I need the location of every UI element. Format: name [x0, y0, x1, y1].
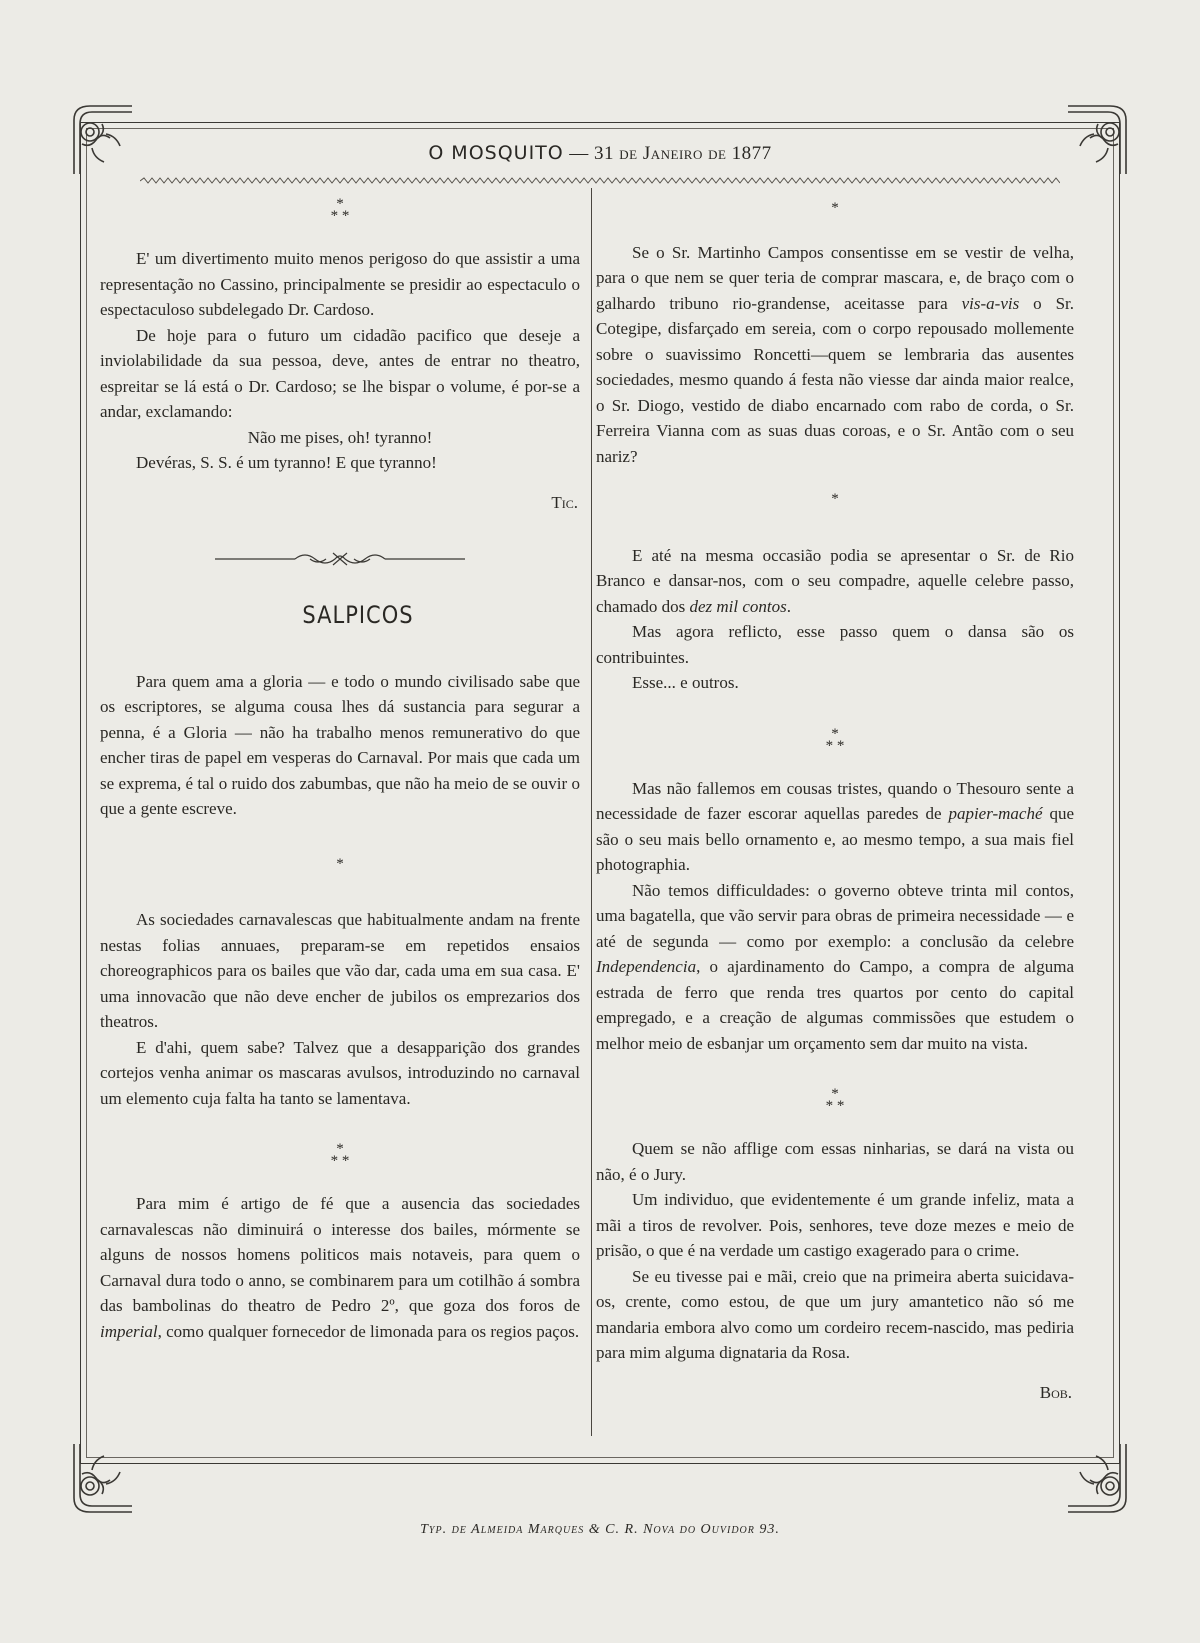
corner-ornament-icon [1068, 1444, 1138, 1514]
paragraph: Devéras, S. S. é um tyranno! E que tyranno! [136, 453, 437, 472]
paragraph: Para mim é artigo de fé que a ausencia das sociedades carnavalescas não diminuirá o interesse dos bailes, mórmente se alguns de nossos homens politicos mais notaveis, para quem o Carnaval dura todo o anno, se combinarem para um cotilhão á sombra das bambolinas do theatro de Pedro 2º, que goza dos foros de imperial, como qualquer fornecedor de limonada para os regios paços. [100, 1194, 580, 1341]
paragraph: E d'ahi, quem sabe? Talvez que a desapparição dos grandes cortejos venha animar os mascaras avulsos, introduzindo no carnaval um elemento cuja falta ha tanto se lamentava. [100, 1037, 580, 1108]
asterism: * * * [330, 196, 350, 224]
asterisk-divider: * [336, 855, 344, 872]
paragraph: Se o Sr. Martinho Campos consentisse em se vestir de velha, para o que nem se quer teria de comprar mascara, e, de braço com o galhardo tribuno rio-grandense, aceitasse para vis-a-vis o Sr. Cotegipe, disfarçado em sereia, com o corpo repousado mollemente sobre o suavissimo Roncetti—quem se lembraria das ausentes sociedades, mesmo quando á festa não viesse dar ainda maior realce, o Sr. Diogo, vestido de diabo encarnado com rabo de corda, o Sr. Ferreira Vianna com as suas duas coroas, e o Sr. Antão com o seu nariz? [596, 242, 1074, 466]
column-divider [591, 188, 592, 1436]
right-column [596, 192, 1074, 1405]
page-header [0, 142, 1200, 165]
asterisk-divider: * [831, 200, 839, 216]
signature: Tic. [551, 492, 578, 512]
paragraph: Mas não fallemos em cousas tristes, quando o Thesouro sente a necessidade de fazer escorar aquellas paredes de papier-maché que são o seu mais bello ornamento e, ao mesmo tempo, a sua mais fiel photographia. [596, 778, 1075, 874]
printer-imprint: Typ. de Almeida Marques & C. R. Nova do Ouvidor 93. [420, 1522, 780, 1537]
asterism: * * * [330, 1141, 350, 1169]
left-column [100, 192, 580, 1344]
header-wave-rule [140, 176, 1060, 186]
paragraph: Um individuo, que evidentemente é um grande infeliz, mata a mãi a tiros de revolver. Pois, senhores, teve doze mezes e meio de prisão, o que é na verdade um castigo exagerado para o crime. [596, 1190, 1074, 1260]
masthead-title: O MOSQUITO [428, 142, 564, 164]
paragraph: E até na mesma occasião podia se apresentar o Sr. de Rio Branco e dansar-nos, com o seu compadre, aquelle celebre passo, chamado dos dez mil contos. [596, 545, 1074, 616]
section-title: SALPICOS [302, 601, 414, 629]
paragraph: Mas agora reflicto, esse passo quem o dansa são os contribuintes. [596, 622, 1074, 667]
paragraph: Quem se não afflige com essas ninharias, se dará na vista ou não, é o Jury. [596, 1139, 1074, 1184]
paragraph: Esse... e outros. [632, 673, 739, 692]
paragraph: Não temos difficuldades: o governo obteve trinta mil contos, uma bagatella, que vão servir para obras de primeira necessidade — e até de segunda — como por exemplo: a conclusão da celebre Independencia, o ajardinamento do Campo, a compra de alguma estrada de ferro que renda tres quartos por cento do capital empregado, e a creação de algumas commissões que estudem o melhor meio de esbanjar um orçamento sem dar muito na vista. [596, 880, 1074, 1053]
section-ornament-icon [215, 549, 465, 569]
paragraph: Para quem ama a gloria — e todo o mundo civilisado sabe que os escriptores, se alguma cousa lhes dá sustancia para segurar a penna, é a Gloria — não ha trabalho menos remunerativo do que encher tiras de papel em vesperas do Carnaval. Por mais que cada um se exprema, é tal o ruido dos zabumbas, que não ha meio de se ouvir o que a gente escreve. [100, 671, 580, 818]
paragraph: E' um divertimento muito menos perigoso do que assistir a uma representação no Cassino, principalmente se presidir ao espectaculo o espectaculoso subdelegado Dr. Cardoso. [100, 249, 580, 319]
paragraph: Se eu tivesse pai e mãi, creio que na primeira aberta suicidava-os, crente, como estou, de que um jury amantetico não só me mandaria embora alvo como um cordeiro recem-nascido, mas pediria para mim alguma dignataria da Rosa. [596, 1266, 1074, 1362]
issue-date: — 31 de Janeiro de 1877 [569, 143, 772, 164]
paragraph: De hoje para o futuro um cidadão pacifico que deseje a inviolabilidade da sua pessoa, deve, antes de entrar no theatro, espreitar se lá está o Dr. Cardoso; se lhe bispar o volume, é por-se a andar, exclamando: [100, 325, 580, 421]
asterism: * * * [825, 725, 845, 754]
quote-line: Não me pises, oh! tyranno! [247, 427, 433, 447]
asterisk-divider: * [831, 491, 839, 507]
asterism: * * * [825, 1086, 845, 1114]
signature: Bob. [1039, 1382, 1072, 1402]
paragraph: As sociedades carnavalescas que habitualmente andam na frente nestas folias annuaes, preparam-se em repetidos ensaios choreographicos para os bailes que vão dar, cada uma em sua casa. E' uma innovacão que não deve encher de jubilos os emprezarios dos theatros. [100, 910, 580, 1031]
corner-ornament-icon [62, 1444, 132, 1514]
